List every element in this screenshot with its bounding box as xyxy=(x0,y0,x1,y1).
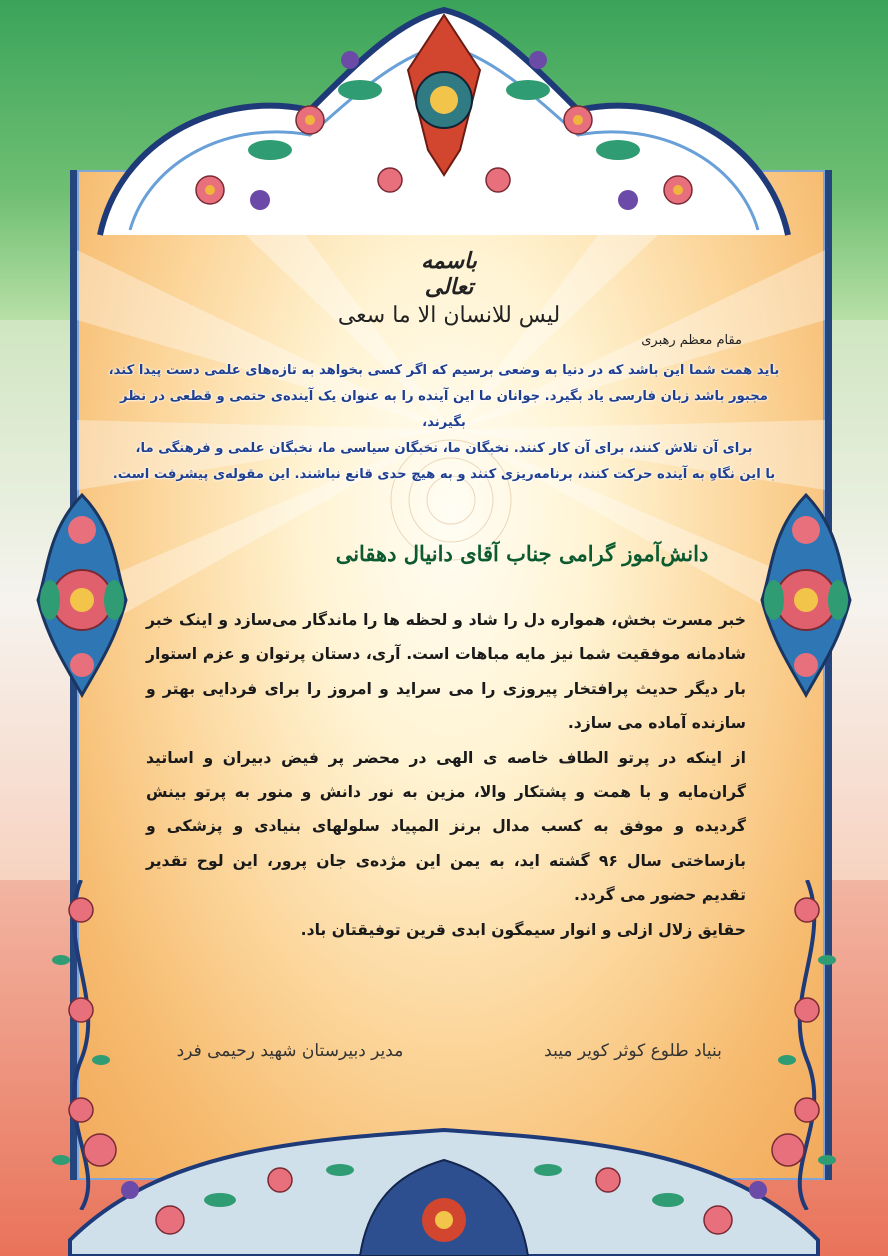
left-side-floral-ornament xyxy=(28,490,136,700)
certificate-body xyxy=(146,603,746,983)
quranic-verse: لیس للانسان الا ما سعی xyxy=(337,303,561,328)
bismillah-heading: باسمه تعالی xyxy=(421,248,477,300)
top-floral-crown-ornament xyxy=(60,0,828,240)
quote-line: با این نگاهِ به آینده حرکت کنند، برنامه‌ریزی کنند و به هیچ حدی قانع نباشند. این مقوله‌ی پیشرفت است. xyxy=(112,467,776,482)
signature-foundation: بنیاد طلوع کوثر کویر میبد xyxy=(544,1041,722,1061)
signature-principal: مدیر دبیرستان شهید رحیمی فرد xyxy=(176,1041,404,1061)
recipient-heading: دانش‌آموز گرامی جناب آقای دانیال دهقانی xyxy=(335,541,709,566)
leader-quote xyxy=(96,358,792,482)
body-paragraph: از اینکه در پرتو الطاف خاصه ی الهی در محضر پر فیض دبیران و اساتید گران‌مایه و با همت و پشتکار والا، مزین به نور دانش و منور به پرتو بینش گردیده و موفق به کسب مدال برنز المپیاد سلولهای بنیادی و پزشکی و بازساختی سال ۹۶ گشته اید، به یمن این مژده‌ی جان پرور، این لوح تقدیر تقدیم حضور می گردد. xyxy=(146,748,746,905)
closing-line: حقایق زلال ازلی و انوار سیمگون ابدی قرین توفیقتان باد. xyxy=(300,920,746,939)
bottom-floral-border-ornament xyxy=(40,1090,848,1256)
right-side-floral-ornament xyxy=(752,490,860,700)
quote-line: باید همت شما این باشد که در دنیا به وضعی برسیم که اگر کسی بخواهد به تازه‌های علمی دست پیدا کند، xyxy=(108,363,780,378)
body-paragraph: خبر مسرت بخش، همواره دل را شاد و لحظه ها را ماندگار می‌سازد و اینک خبر شادمانه موفقیت شما نیز مایه مباهات است. آری، دستان پرتوان و عزم استوار بار دیگر حدیث پرافتخار پیروزی را می سراید و امروز را برای فردایی بهتر و سازنده آماده می سازد. xyxy=(146,611,746,733)
quote-source: مقام معظم رهبری xyxy=(641,333,742,348)
quote-line: مجبور باشد زبان فارسی یاد بگیرد. جوانان ما این آینده را به عنوان یک آینده‌ی حتمی و قطعی در نظر بگیرند، xyxy=(120,389,768,430)
quote-line: برای آن تلاش کنند، برای آن کار کنند. نخبگان ما، نخبگان سیاسی ما، نخبگان علمی و فرهنگی ما، xyxy=(135,441,753,456)
